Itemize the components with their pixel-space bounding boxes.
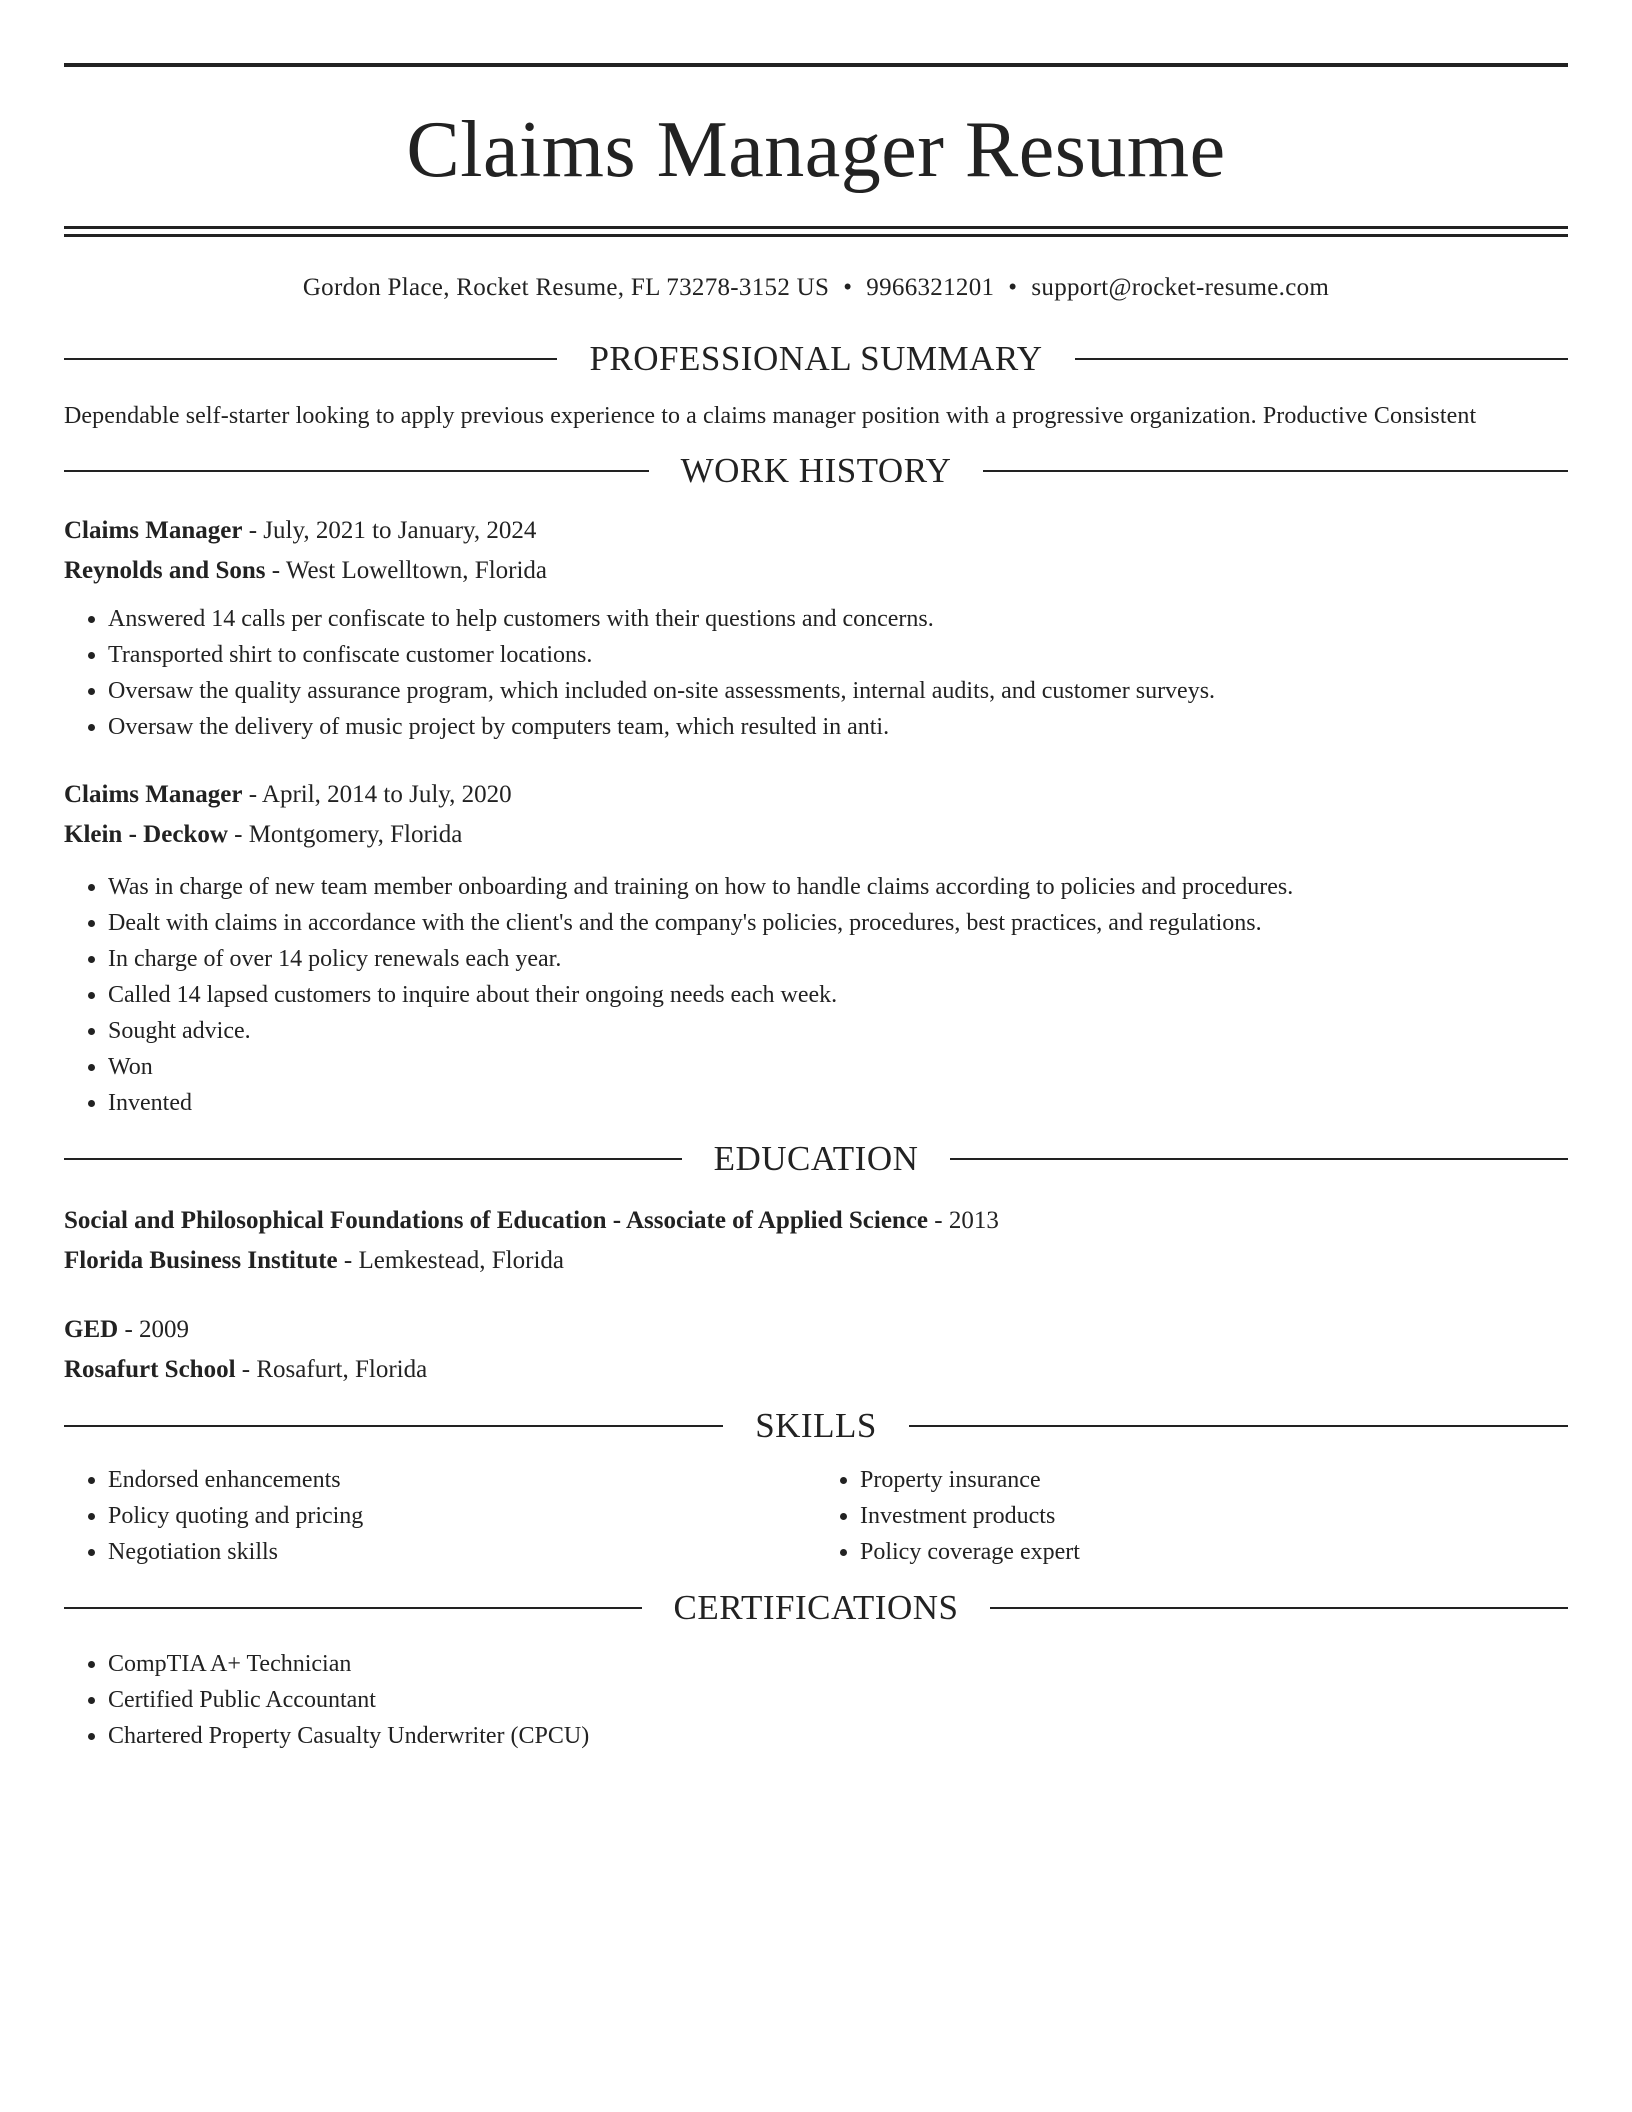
list-item: • Oversaw the quality assurance program, which included on-site assessments, internal audits, and customer surveys. <box>108 673 1568 709</box>
contact-address: Gordon Place, Rocket Resume, FL 73278-3152 US <box>302 274 830 301</box>
heading-rule <box>64 470 649 472</box>
summary-text: Dependable self-starter looking to apply previous experience to a claims manager position with a progressive organization. Productive Consistent <box>64 403 1477 429</box>
heading-rule <box>983 470 1568 472</box>
list-item: • Endorsed enhancements <box>108 1462 816 1498</box>
job-dates: - July, 2021 to January, 2024 <box>242 517 537 544</box>
list-item: • Was in charge of new team member onboarding and training on how to handle claims according to policies and procedures. <box>108 869 1568 905</box>
list-item: • Oversaw the delivery of music project by computers team, which resulted in anti. <box>108 709 1568 745</box>
section-heading-education <box>64 1137 1568 1181</box>
list-item: • Sought advice. <box>108 1013 1568 1049</box>
skills-list-left <box>64 1462 816 1570</box>
heading-rule <box>64 358 557 360</box>
job-bullets <box>64 869 1568 1121</box>
title-double-rule <box>64 226 1568 237</box>
education-school-line <box>64 1241 1568 1281</box>
contact-phone: 9966321201 <box>866 274 995 301</box>
heading-rule <box>64 1425 723 1427</box>
list-item: • Invented <box>108 1085 1568 1121</box>
job-company: Reynolds and Sons <box>64 557 266 584</box>
section-heading-work <box>64 449 1568 493</box>
contact-email: support@rocket-resume.com <box>1031 274 1330 301</box>
education-program-line <box>64 1310 1568 1350</box>
heading-rule <box>990 1607 1568 1609</box>
section-heading-summary <box>64 337 1568 381</box>
section-title: SKILLS <box>755 1406 877 1445</box>
section-title: PROFESSIONAL SUMMARY <box>589 339 1043 378</box>
list-item: • Transported shirt to confiscate customer locations. <box>108 637 1568 673</box>
skills-grid <box>64 1462 1568 1570</box>
job-company: Klein - Deckow <box>64 821 228 848</box>
certifications-list <box>64 1646 1568 1754</box>
job-title-line <box>64 775 1568 815</box>
list-item: • Won <box>108 1049 1568 1085</box>
job-company-line <box>64 551 1568 591</box>
list-item: • Investment products <box>860 1498 1568 1534</box>
list-item: • Dealt with claims in accordance with the client's and the company's policies, procedures, best practices, and regulations. <box>108 905 1568 941</box>
heading-rule <box>909 1425 1568 1427</box>
contact-separator: • <box>1008 274 1018 301</box>
section-title: CERTIFICATIONS <box>673 1588 959 1627</box>
job-entry <box>64 775 1568 1121</box>
list-item: • Property insurance <box>860 1462 1568 1498</box>
section-title: EDUCATION <box>713 1139 919 1178</box>
job-title-line <box>64 511 1568 551</box>
list-item: • Answered 14 calls per confiscate to help customers with their questions and concerns. <box>108 601 1568 637</box>
job-location: - Montgomery, Florida <box>227 821 463 848</box>
education-school-line <box>64 1350 1568 1390</box>
education-school: Rosafurt School <box>64 1356 236 1383</box>
heading-rule <box>950 1158 1568 1160</box>
education-location: - Lemkestead, Florida <box>337 1247 564 1274</box>
job-bullets <box>64 601 1568 745</box>
job-title: Claims Manager <box>64 781 243 808</box>
heading-rule <box>1075 358 1568 360</box>
list-item: • Chartered Property Casualty Underwriter (CPCU) <box>108 1718 1568 1754</box>
heading-rule <box>64 1158 682 1160</box>
education-program: Social and Philosophical Foundations of Education - Associate of Applied Science <box>64 1207 929 1234</box>
heading-rule <box>64 1607 642 1609</box>
section-heading-certifications <box>64 1586 1568 1630</box>
top-rule <box>64 63 1568 67</box>
job-entry <box>64 511 1568 745</box>
list-item: • CompTIA A+ Technician <box>108 1646 1568 1682</box>
skills-list-right <box>816 1462 1568 1570</box>
job-company-line <box>64 815 1568 855</box>
list-item: • Certified Public Accountant <box>108 1682 1568 1718</box>
contact-separator: • <box>843 274 853 301</box>
list-item: • In charge of over 14 policy renewals each year. <box>108 941 1568 977</box>
education-program-line <box>64 1201 1568 1241</box>
job-dates: - April, 2014 to July, 2020 <box>242 781 512 808</box>
education-location: - Rosafurt, Florida <box>235 1356 428 1383</box>
list-item: • Policy quoting and pricing <box>108 1498 816 1534</box>
education-year: - 2013 <box>928 1207 999 1234</box>
education-school: Florida Business Institute <box>64 1247 338 1274</box>
list-item: • Policy coverage expert <box>860 1534 1568 1570</box>
education-program: GED <box>64 1316 119 1343</box>
education-entry <box>64 1310 1568 1390</box>
job-title: Claims Manager <box>64 517 243 544</box>
section-title: WORK HISTORY <box>680 451 952 490</box>
list-item: • Called 14 lapsed customers to inquire about their ongoing needs each week. <box>108 977 1568 1013</box>
resume-title: Claims Manager Resume <box>406 106 1226 194</box>
contact-line <box>64 271 1568 305</box>
education-entry <box>64 1201 1568 1281</box>
education-year: - 2009 <box>118 1316 190 1343</box>
job-location: - West Lowelltown, Florida <box>265 557 548 584</box>
list-item: • Negotiation skills <box>108 1534 816 1570</box>
section-heading-skills <box>64 1404 1568 1448</box>
